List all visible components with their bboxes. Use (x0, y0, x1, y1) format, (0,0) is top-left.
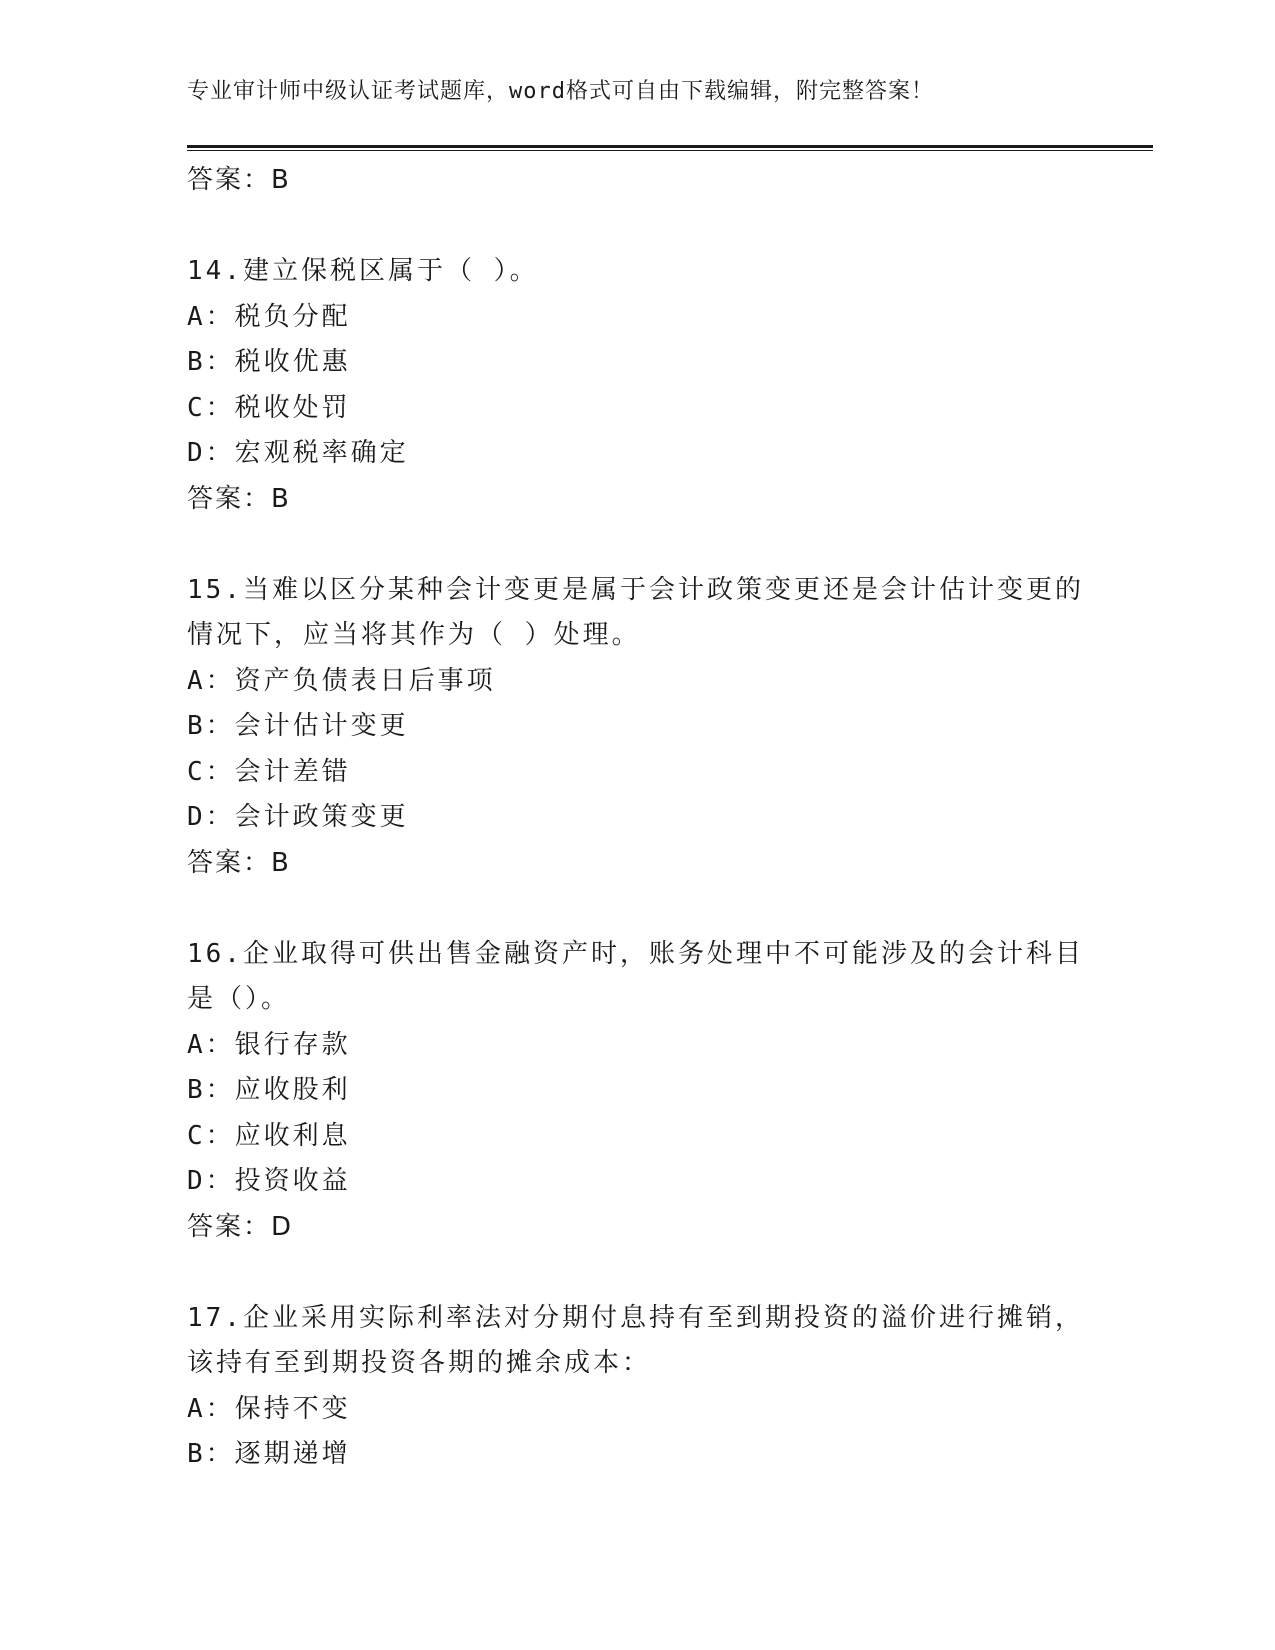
option-b: B：税收优惠 (187, 347, 351, 377)
answer-line: 答案：D (187, 1211, 294, 1242)
option-c: C：应收利息 (187, 1120, 351, 1151)
question-stem: 15.当难以区分某种会计变更是属于会计政策变更还是会计估计变更的 (187, 574, 1084, 605)
answer-line: 答案：B (187, 483, 291, 514)
question-block (187, 568, 1087, 887)
page-header: 专业审计师中级认证考试题库，word格式可自由下载编辑，附完整答案！ (187, 79, 934, 104)
option-b: B：逐期递增 (187, 1439, 351, 1469)
question-stem-continued: 是（）。 (187, 984, 291, 1014)
answer-line: 答案：B (187, 847, 291, 878)
option-b: B：应收股利 (187, 1075, 351, 1105)
question-block (187, 249, 1087, 522)
option-c: C：税收处罚 (187, 392, 351, 423)
option-a: A：税负分配 (187, 301, 351, 332)
question-stem-continued: 该持有至到期投资各期的摊余成本： (187, 1348, 652, 1378)
question-list (187, 158, 1087, 1478)
answer-line: 答案：B (187, 165, 291, 195)
question-stem: 16.企业取得可供出售金融资产时，账务处理中不可能涉及的会计科目 (187, 938, 1084, 969)
header-divider-thin (187, 150, 1153, 151)
header-divider (187, 145, 1153, 148)
question-block (187, 932, 1087, 1251)
question-stem: 17.企业采用实际利率法对分期付息持有至到期投资的溢价进行摊销， (187, 1302, 1084, 1333)
question-stem: 14.建立保税区属于（ ）。 (187, 256, 539, 286)
option-a: A：资产负债表日后事项 (187, 665, 496, 696)
option-c: C：会计差错 (187, 756, 351, 787)
option-a: A：银行存款 (187, 1029, 351, 1060)
option-a: A：保持不变 (187, 1393, 351, 1424)
option-d: D：宏观税率确定 (187, 438, 409, 468)
option-d: D：会计政策变更 (187, 802, 409, 832)
question-stem-continued: 情况下，应当将其作为（ ）处理。 (187, 620, 641, 650)
question-block (187, 1296, 1087, 1478)
option-d: D：投资收益 (187, 1166, 351, 1196)
option-b: B：会计估计变更 (187, 711, 409, 741)
